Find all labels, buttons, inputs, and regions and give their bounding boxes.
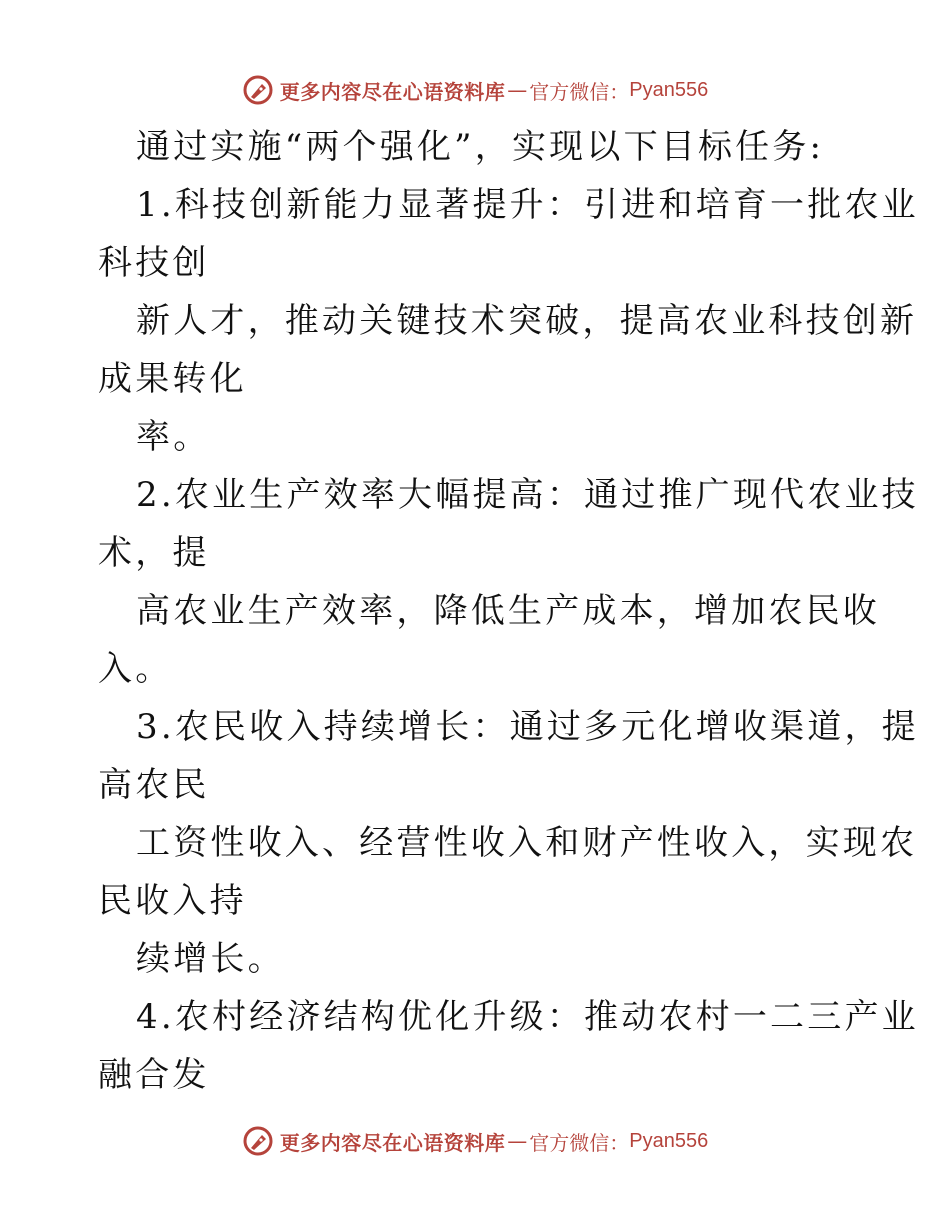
watermark-label: 官方微信： [529, 1130, 630, 1155]
pen-nib-logo-icon [242, 74, 274, 106]
watermark-text: 更多内容尽在心语资料库 [279, 1130, 506, 1155]
paragraph-line: 1.科技创新能力显著提升：引进和培育一批农业 [136, 185, 919, 225]
header-watermark [0, 70, 950, 110]
paragraph-line: 融合发 [98, 1055, 210, 1095]
watermark-dash: — [507, 1129, 528, 1153]
paragraph-line: 率。 [136, 417, 211, 457]
watermark-id: Pyan556 [629, 1129, 709, 1152]
watermark-dash: — [507, 78, 528, 102]
paragraph-line: 工资性收入、经营性收入和财产性收入，实现农 [136, 823, 918, 863]
watermark-label: 官方微信： [529, 79, 630, 104]
paragraph-line: 科技创 [98, 243, 210, 283]
paragraph-line: 高农民 [98, 765, 210, 805]
paragraph-line: 术，提 [98, 533, 210, 573]
paragraph-line: 成果转化 [98, 359, 247, 399]
paragraph-line: 4.农村经济结构优化升级：推动农村一二三产业 [136, 997, 919, 1037]
paragraph-line: 3.农民收入持续增长：通过多元化增收渠道，提 [136, 707, 919, 747]
paragraph-line: 入。 [98, 649, 173, 689]
paragraph-line: 高农业生产效率，降低生产成本，增加农民收 [136, 591, 880, 631]
pen-nib-logo-icon [242, 1125, 274, 1157]
paragraph-line: 2.农业生产效率大幅提高：通过推广现代农业技 [136, 475, 919, 515]
paragraph-line: 民收入持 [98, 881, 247, 921]
watermark-id: Pyan556 [629, 78, 709, 101]
watermark-text: 更多内容尽在心语资料库 [279, 79, 506, 104]
paragraph-line: 续增长。 [136, 939, 285, 979]
paragraph-line: 新人才，推动关键技术突破，提高农业科技创新 [136, 301, 918, 341]
footer-watermark [0, 1121, 950, 1161]
paragraph-line: 通过实施“两个强化”，实现以下目标任务: [136, 127, 825, 167]
